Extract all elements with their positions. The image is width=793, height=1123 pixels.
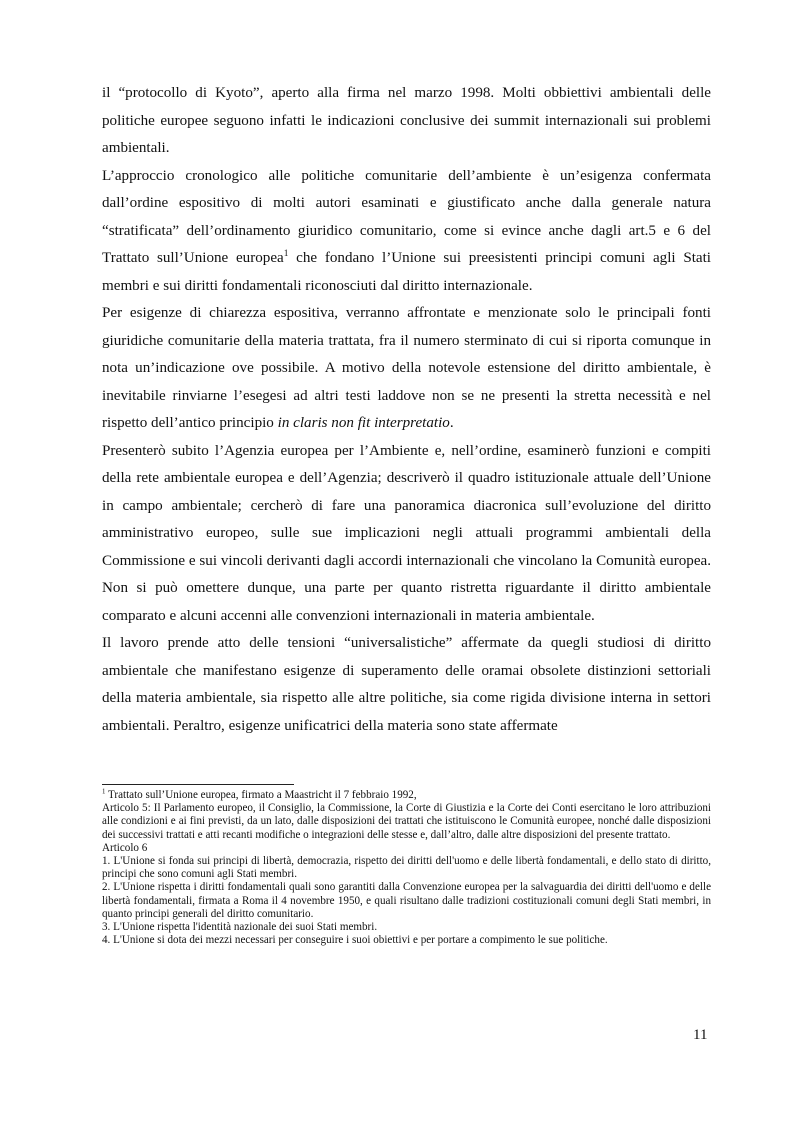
latin-maxim: in claris non fit interpretatio [277, 415, 450, 431]
footnote-item-4: 4. L'Unione si dota dei mezzi necessari per conseguire i suoi obiettivi e per portare a compimento le sue politiche. [102, 934, 608, 947]
footnote-item-3: 3. L'Unione rispetta l'identità nazionale dei suoi Stati membri. [102, 921, 378, 934]
footnote-reference: 1 [283, 248, 289, 259]
body-text [102, 80, 711, 740]
paragraph-2-text-a: L’approccio cronologico alle politiche comunitarie dell’ambiente è un’esigenza confermata dall’ordine espositivo di molti autori esaminati e giustificato anche dalla generale natura “stratificata” dell’ordinamento giuridico comunitario, come si evince anche dagli art.5 e 6 del Trattato sull’Unione europea [102, 167, 711, 266]
paragraph-3 [102, 300, 711, 438]
footnote-number: 1 [102, 788, 106, 796]
footnote-first-line [102, 789, 711, 802]
footnote-source: Trattato sull’Unione europea, firmato a Maastricht il 7 febbraio 1992, [105, 789, 417, 801]
footnote-article-6-heading: Articolo 6 [102, 841, 148, 854]
footnote-area [102, 789, 711, 947]
paragraph-5: Il lavoro prende atto delle tensioni “universalistiche” affermate da quegli studiosi di diritto ambientale che manifestano esigenze di superamento delle oramai obsolete distinzioni settoriali della materia ambientale, sia rispetto alle altre politiche, sia come rigida divisione interna in settori ambientali. Peraltro, esigenze unificatrici della materia sono state affermate [102, 635, 711, 734]
footnote-article-5: Articolo 5: Il Parlamento europeo, il Consiglio, la Commissione, la Corte di Giustizia e la Corte dei Conti esercitano le loro attribuzioni alle condizioni e ai fini previsti, da un lato, dalle disposizioni dei trattati che istituiscono le Comunità europee, nonché dalle disposizioni dei successivi trattati e atti recanti modifiche o integrazioni delle stesse e, dall’altro, dalle altre disposizioni del presente trattato. [102, 802, 711, 841]
paragraph-1: il “protocollo di Kyoto”, aperto alla firma nel marzo 1998. Molti obbiettivi ambientali delle politiche europee seguono infatti le indicazioni conclusive dei summit internazionali sui problemi ambientali. [102, 85, 711, 156]
footnote-divider [102, 784, 294, 785]
paragraph-2-text-b: che fondano l’Unione sui preesistenti principi comuni agli Stati membri e sui diritti fondamentali riconosciuti dal diritto internazionale. [102, 250, 711, 294]
paragraph-3-end: . [449, 415, 454, 431]
paragraph-3-text: Per esigenze di chiarezza espositiva, verranno affrontate e menzionate solo le principali fonti giuridiche comunitarie della materia trattata, fra il numero sterminato di cui si riporta comunque in nota un’indicazione ove possibile. A motivo della notevole estensione del diritto ambientale, è inevitabile rinviarne l’esegesi ad altri testi laddove non se ne presenti la stretta necessità e nel rispetto dell’antico principio [102, 305, 711, 431]
page-number: 11 [693, 1027, 708, 1043]
footnote-item-1: 1. L'Unione si fonda sui principi di libertà, democrazia, rispetto dei diritti dell'uomo e delle libertà fondamentali, e dello stato di diritto, principi che sono comuni agli Stati membri. [102, 855, 711, 881]
paragraph-2 [102, 163, 711, 301]
footnote-item-2: 2. L'Unione rispetta i diritti fondamentali quali sono garantiti dalla Convenzione europea per la salvaguardia dei diritti dell'uomo e delle libertà fondamentali, firmata a Roma il 4 novembre 1950, e quali risultano dalle tradizioni costituzionali comuni degli Stati membri, in quanto principi generali del diritto comunitario. [102, 881, 711, 920]
paragraph-4: Presenterò subito l’Agenzia europea per l’Ambiente e, nell’ordine, esaminerò funzioni e compiti della rete ambientale europea e dell’Agenzia; descriverò il quadro istituzionale attuale dell’Unione in campo ambientale; cercherò di fare una panoramica diacronica sull’evoluzione del diritto amministrativo europeo, sulle sue implicazioni negli attuali programmi ambientali della Commissione e sui vincoli derivanti dagli accordi internazionali che vincolano la Comunità europea. Non si può omettere dunque, una parte per quanto ristretta riguardante il diritto ambientale comparato e alcuni accenni alle convenzioni internazionali in materia ambientale. [102, 442, 711, 624]
